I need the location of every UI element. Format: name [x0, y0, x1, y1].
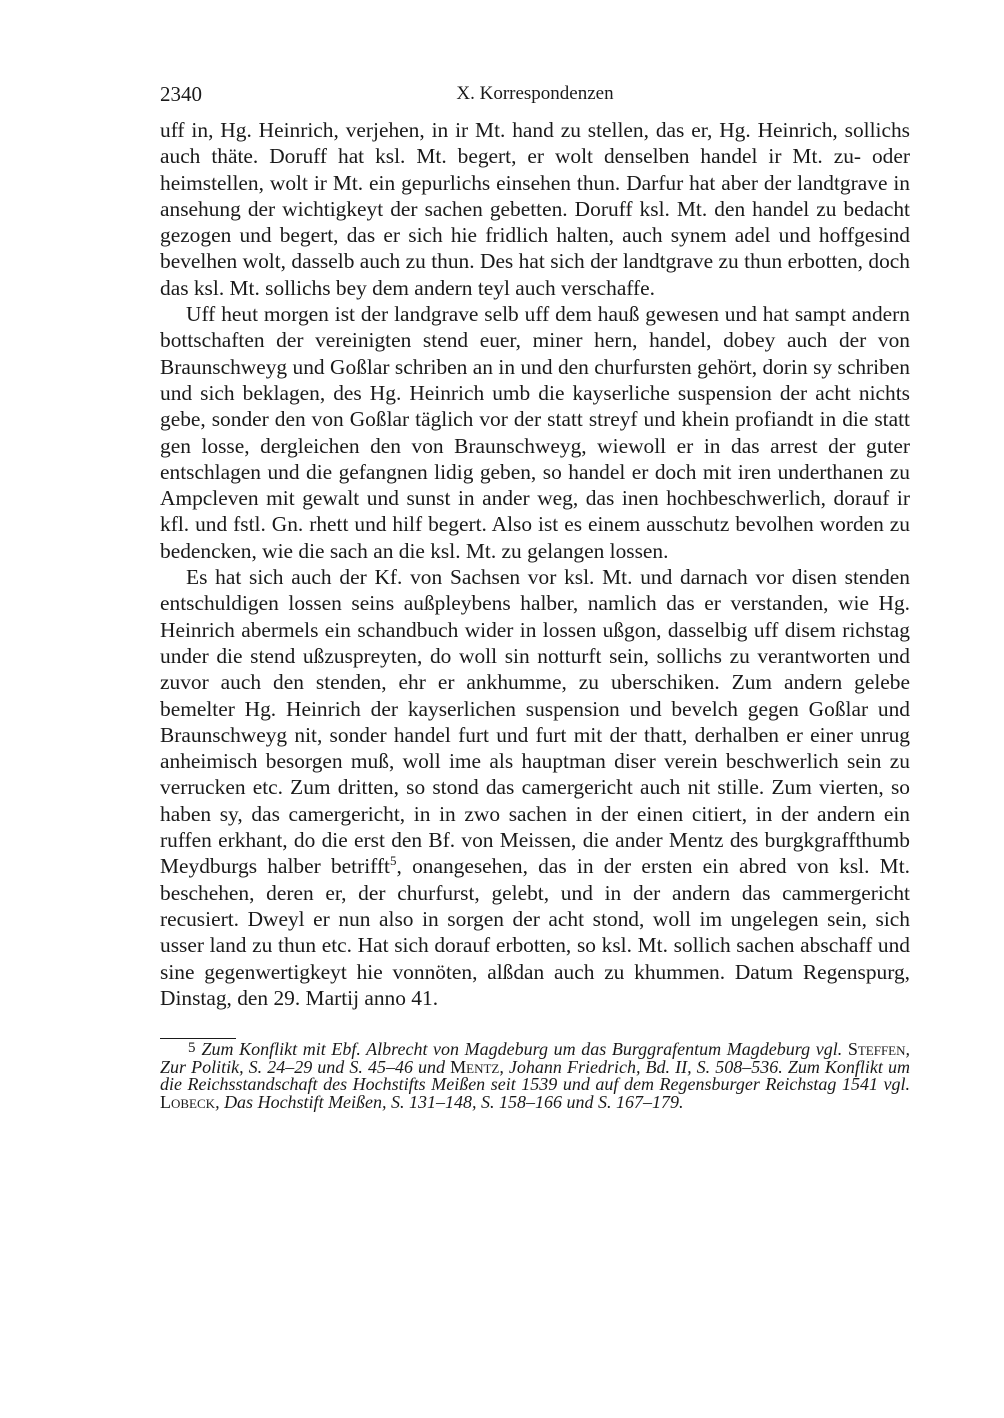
footnote-text-2: , Zur Politik, S. 24–29 und S. 45–46 und — [160, 1039, 911, 1077]
page-number: 2340 — [160, 82, 202, 106]
footnote-reference[interactable]: 5 — [390, 853, 397, 869]
footnote-author-steffen: Steffen — [847, 1039, 906, 1060]
page — [160, 80, 910, 1111]
footnote-text-4: , Das Hochstift Meißen, S. 131–148, S. 158–166 und S. 167–179. — [215, 1091, 684, 1112]
paragraph-3-text-after-note: , onangesehen, das in der ersten ein abred von ksl. Mt. beschehen, deren er, der churfurst, gelebt, und in der andern das cammergericht recusiert. Dweyl er nun also in sorgen der acht stond, woll im ungelegen sein, sich usser land zu thun etc. Hat sich dorauf erbotten, so ksl. Mt. sollich sachen abschaff und sine gegenwertigkeyt hie vonnöten, alßdan auch zu khummen. Datum Regenspurg, Dinstag, den 29. Martij anno 41. — [160, 854, 910, 1010]
paragraph-1: uff in, Hg. Heinrich, verjehen, in ir Mt. hand zu stellen, das er, Hg. Heinrich, sollichs auch thäte. Doruff hat ksl. Mt. begert, er wolt denselben handel ir Mt. zu- oder heimstellen, wolt ir Mt. ein gepurlichs einsehen thun. Darfur hat aber der landtgrave in ansehung der wichtigkeyt der sachen gebetten. Doruff ksl. Mt. den handel zu bedacht gezogen und begert, das er sich hie fridlich halten, auch synem adel und hoffgesind bevelhen wolt, dasselb auch zu thun. Des hat sich der landtgrave zu thun erbotten, doch das ksl. Mt. sollichs bey dem andern teyl auch verschaffe. — [160, 118, 910, 300]
footnote: 5 Zum Konflikt mit Ebf. Albrecht von Magdeburg um das Burggrafentum Magdeburg vgl. Steffen, Zur Politik, S. 24–29 und S. 45–46 und Mentz, Johann Friedrich, Bd. II, S. 508–536. Zum Konflikt um die Reichsstandschaft des Hochstifts Meißen seit 1539 und auf dem Regensburger Reichstag 1541 vgl. Lobeck, Das Hochstift Meißen, S. 131–148, S. 158–166 und S. 167–179. — [160, 1039, 911, 1112]
footnote-author-lobeck: Lobeck — [160, 1091, 216, 1112]
footnote-author-mentz: Mentz — [450, 1056, 500, 1077]
paragraph-3 — [160, 564, 910, 1011]
paragraph-2: Uff heut morgen ist der landgrave selb uff dem hauß gewesen und hat sampt andern bottschaften der vereinigten stend euer, miner hern, handel, dobey auch der von Braunschweyg und Goßlar schriben an in und den churfursten gehört, dorin sy schriben und sich beklagen, des Hg. Heinrich umb die kayserliche suspension der acht nichts gebe, sonder den von Goßlar täglich vor der statt streyf und khein profiandt in die statt gen losse, dergleichen den von Braunschweyg, wiewoll er in das arrest der guter entschlagen und die gefangnen lidig geben, so handel er doch mit iren underthanen zu Ampcleven mit gewalt und sunst in ander weg, das inen hochbeschwerlich, dorauf ir kfl. und fstl. Gn. rhett und hilf begert. Also ist es einem ausschutz bevolhen worden zu bedencken, wie die sach an die ksl. Mt. zu gelangen lossen. — [160, 302, 910, 563]
footnote-text-1: Zum Konflikt mit Ebf. Albrecht von Magdeburg um das Burggrafentum Magdeburg vgl. — [201, 1039, 843, 1060]
footnote-text-3: , Johann Friedrich, Bd. II, S. 508–536. Zum Konflikt um die Reichsstandschaft des Hochstifts Meißen seit 1539 und auf dem Regensburger Reichstag 1541 vgl. — [160, 1056, 910, 1095]
running-head — [160, 80, 910, 108]
chapter-title: X. Korrespondenzen — [456, 83, 614, 104]
body-text — [160, 117, 910, 1011]
paragraph-3-text-before-note: Es hat sich auch der Kf. von Sachsen vor ksl. Mt. und darnach vor disen stenden entschuldigen lossen seins außpleybens halber, namlich das er verstanden, wie Hg. Heinrich abermels ein schandbuch wider in lossen ußgon, dasselbig uff disem richstag under die stend ußzuspreyten, do woll sin notturft sein, sollichs zu verantworten und zuvor auch den stenden, ehr er ankhumme, zu uberschiken. Zum andern gelebe bemelter Hg. Heinrich der kayserlichen suspension und bevelch gegen Goßlar und Braunschweyg nit, sonder handel furt und furt mit der thatt, derhalben er einer unrug anheimisch besorgen muß, woll ime als hauptman diser verein beschwerlich sein zu verrucken etc. Zum dritten, so stond das camergericht auch nit stille. Zum vierten, so haben sy, das camergericht, in in zwo sachen in der einen citiert, in der andern ein ruffen erkhant, do die erst den Bf. von Meissen, die ander Mentz des burgkgraffthumb Meydburgs halber betrifft — [160, 565, 910, 879]
